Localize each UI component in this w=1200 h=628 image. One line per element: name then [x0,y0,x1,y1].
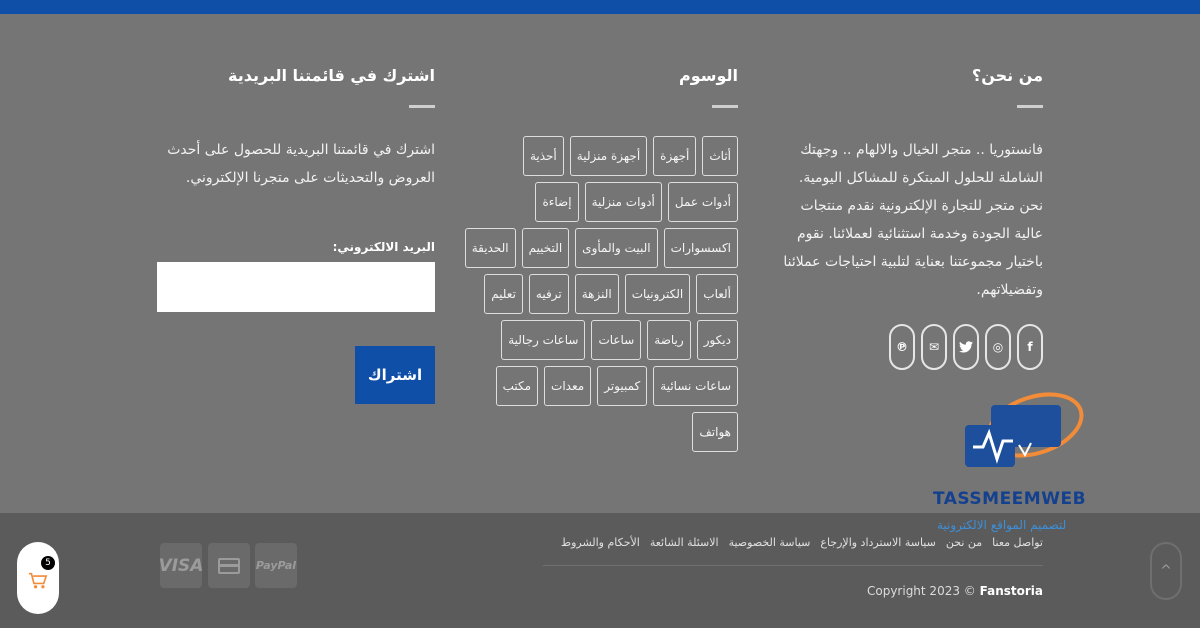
footer-link[interactable]: الأحكام والشروط [560,536,640,549]
tag-link[interactable]: أحذية [523,136,564,176]
tag-link[interactable]: البيت والمأوى [575,228,657,268]
tag-link[interactable]: تعليم [484,274,523,314]
email-label: البريد الالكتروني: [332,240,435,254]
paypal-icon: PayPal [255,543,297,588]
footer-link[interactable]: من نحن [945,536,983,549]
credit-card-icon [208,543,250,588]
copyright-brand: Fanstoria [979,584,1043,598]
watermark-name: TASSMEEMWEB [933,489,1087,509]
tag-link[interactable]: النزهة [575,274,619,314]
copyright-prefix: Copyright 2023 © [866,584,980,598]
tag-link[interactable]: الكترونيات [625,274,691,314]
tag-link[interactable]: ترفيه [529,274,569,314]
footer-link[interactable]: سياسة الخصوصية [728,536,811,549]
tag-link[interactable]: معدات [544,366,591,406]
title-divider [1017,105,1043,108]
footer-link[interactable]: سياسة الاسترداد والإرجاع [820,536,936,549]
social-links [773,324,1043,370]
title-divider [409,105,435,108]
footer-link[interactable]: الاسئلة الشائعة [649,536,719,549]
watermark-tagline: لتصميم المواقع الالكترونية [937,518,1067,532]
footer-nav [561,536,1043,549]
floating-cart-button[interactable] [17,542,59,614]
tag-link[interactable]: أجهزة منزلية [570,136,647,176]
tag-link[interactable]: ساعات [591,320,641,360]
tag-link[interactable]: كمبيوتر [597,366,647,406]
tag-link[interactable]: أدوات منزلية [585,182,662,222]
tag-link[interactable]: الحديقة [465,228,516,268]
newsletter-title: اشترك في قائمتنا البريدية [228,66,435,85]
cart-count-badge: 5 [41,556,55,570]
newsletter-text: اشترك في قائمتنا البريدية للحصول على أحدث العروض والتحديثات على متجرنا الإلكتروني. [167,142,435,186]
tag-link[interactable]: ألعاب [696,274,738,314]
title-divider [712,105,738,108]
tag-link[interactable]: أجهزة [653,136,696,176]
about-section [773,66,1043,370]
top-accent-bar [0,0,1200,14]
tassmeemweb-logo [935,385,1105,535]
mail-icon[interactable]: ✉ [921,324,947,370]
twitter-icon[interactable] [953,324,979,370]
tag-link[interactable]: رياضة [647,320,690,360]
about-text: فانستوريا .. متجر الخيال والالهام .. وجهتك الشاملة للحلول المبتكرة للمشاكل اليومية. نحن متجر للتجارة الإلكترونية نقدم منتجات عالية الجودة وخدمة استثنائية لعملائنا. نقوم باختيار مجموعتنا بعناية لتلبية احتياجات عملائنا وتفضيلاتهم. [783,142,1043,298]
email-field[interactable] [157,262,435,312]
newsletter-section [155,66,435,404]
tags-section [458,66,738,452]
tag-link[interactable]: التخييم [522,228,570,268]
about-title: من نحن؟ [971,66,1043,85]
tags-title: الوسوم [678,66,738,85]
subscribe-button[interactable]: اشتراك [355,346,435,404]
instagram-icon[interactable]: ◎ [985,324,1011,370]
tag-link[interactable]: إضاءة [535,182,578,222]
tag-link[interactable]: اكسسوارات [664,228,738,268]
tag-link[interactable]: مكتب [496,366,538,406]
footer-divider [543,565,1043,566]
tag-link[interactable]: ديكور [697,320,738,360]
footer-link[interactable]: تواصل معنا [992,536,1043,549]
scroll-top-button[interactable]: ^ [1150,542,1182,600]
pinterest-icon[interactable]: ℗ [889,324,915,370]
tag-link[interactable]: هواتف [692,412,738,452]
copyright [867,584,1043,598]
visa-icon: VISA [160,543,202,588]
tag-link[interactable]: ساعات رجالية [501,320,585,360]
facebook-icon[interactable]: f [1017,324,1043,370]
tag-link[interactable]: أثاث [702,136,738,176]
tag-link[interactable]: ساعات نسائية [653,366,738,406]
tag-cloud [458,136,738,452]
tag-link[interactable]: أدوات عمل [668,182,738,222]
cart-icon [28,572,48,594]
